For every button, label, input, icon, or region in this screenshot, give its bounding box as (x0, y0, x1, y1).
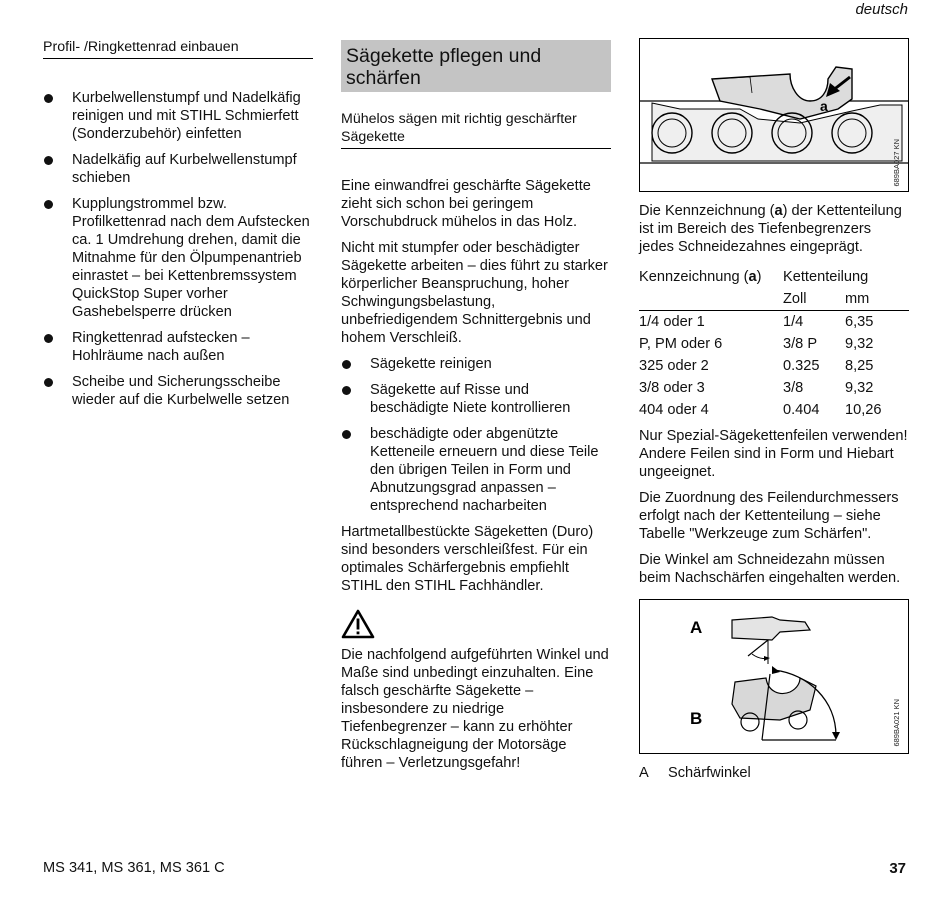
section-title: Sägekette pflegen und schärfen (341, 40, 611, 92)
care-steps-list (341, 355, 611, 515)
chain-illustration (640, 39, 908, 191)
warning-icon (341, 609, 611, 644)
sprocket-heading: Profil- /Ringkettenrad einbauen (43, 38, 313, 59)
figure-label-b: B (690, 709, 703, 728)
paragraph: Nicht mit stumpfer oder beschädigter Sägekette arbeiten – dies führt zu starker körperlicher Beanspruchung, hoher Schwingungsbelastung, unbefriedigendem Schnittergebnis und hohem Verschleiß. (341, 240, 608, 346)
page-number: 37 (889, 860, 906, 877)
sprocket-steps-list (43, 89, 313, 409)
column-left (43, 38, 313, 417)
figure-label-a: A (690, 618, 703, 637)
list-item: Scheibe und Sicherungsscheibe wieder auf die Kurbelwelle setzen (43, 373, 313, 409)
list-item: Kupplungstrommel bzw. Profilkettenrad nach dem Aufstecken ca. 1 Umdrehung drehen, damit die Mitnahme für den Ölpumpenantrieb einrastet – bei Kettenbremssystem QuickStop Super vorher Gashebelsperre drücken (43, 195, 313, 321)
sharpening-angle-figure (639, 599, 909, 754)
figure-label-a: a (820, 98, 828, 114)
model-footer: MS 341, MS 361, MS 361 C (43, 860, 225, 876)
chain-figure (639, 38, 909, 192)
column-middle (341, 38, 611, 780)
list-item: Ringkettenrad aufstecken – Hohlräume nach außen (43, 329, 313, 365)
paragraph: Die Kennzeichnung (a) der Kettenteilung ist im Bereich des Tiefenbegrenzers jedes Schneidezahnes eingeprägt. (639, 203, 902, 255)
file-warning-emphasis: Nur Spezial-Sägekettenfeilen verwenden! (639, 428, 908, 444)
sharpening-angle-illustration (640, 600, 908, 753)
paragraph: Die Winkel am Schneidezahn müssen beim Nachschärfen eingehalten werden. (639, 552, 901, 586)
column-right (639, 38, 909, 782)
table-row: 404 oder 4 0.404 10,26 (639, 402, 882, 418)
paragraph: Eine einwandfrei geschärfte Sägekette zieht sich schon bei geringem Vorschubdruck mühelos in das Holz. (341, 178, 591, 230)
table-row: 3/8 oder 3 3/8 9,32 (639, 380, 874, 396)
figure-code: 689BA021 KN (892, 699, 901, 747)
table-row: 1/4 oder 1 1/4 6,35 (639, 314, 874, 330)
table-header-row: Kennzeichnung (a) Kettenteilung (639, 269, 869, 285)
list-item: Sägekette reinigen (341, 355, 611, 373)
paragraph: Die Zuordnung des Feilendurchmessers erfolgt nach der Kettenteilung – siehe Tabelle "Werkzeuge zum Schärfen". (639, 490, 899, 542)
language-label: deutsch (855, 1, 908, 18)
table-row: P, PM oder 6 3/8 P 9,32 (639, 336, 874, 352)
subheading: Mühelos sägen mit richtig geschärfter Sägekette (341, 110, 611, 149)
list-item: Nadelkäfig auf Kurbelwellenstumpf schieben (43, 151, 313, 187)
warning-emphasis: Verletzungsgefahr (398, 755, 517, 771)
paragraph: Nur Spezial-Sägekettenfeilen verwenden! Andere Feilen sind in Form und Hiebart ungeeignet. (639, 428, 908, 480)
list-item: Kurbelwellenstumpf und Nadelkäfig reinigen und mit STIHL Schmierfett (Sonderzubehör) einfetten (43, 89, 313, 143)
list-item: Sägekette auf Risse und beschädigte Niete kontrollieren (341, 381, 611, 417)
list-item: beschädigte oder abgenützte Ketteneile erneuern und diese Teile den übrigen Teilen in Form und Abnutzungsgrad anpassen – entsprechend nacharbeiten (341, 425, 611, 515)
figure-code: 689BA027 KN (892, 139, 901, 187)
warning-paragraph: Die nachfolgend aufgeführten Winkel und Maße sind unbedingt einzuhalten. Eine falsch geschärfte Sägekette – insbesondere zu niedrige Tiefenbegrenzer – kann zu erhöhter Rückschlagneigung der Motorsäge führen – Verletzungsgefahr! (341, 647, 609, 771)
paragraph: Hartmetallbestückte Sägeketten (Duro) sind besonders verschleißfest. Für ein optimales Schärfergebnis empfiehlt STIHL den STIHL Fachhändler. (341, 524, 594, 594)
chain-pitch-table (639, 266, 909, 421)
table-row: 325 oder 2 0.325 8,25 (639, 358, 874, 374)
table-unit-row: Zoll mm (639, 288, 909, 311)
figure-legend: A Schärfwinkel (639, 765, 751, 781)
